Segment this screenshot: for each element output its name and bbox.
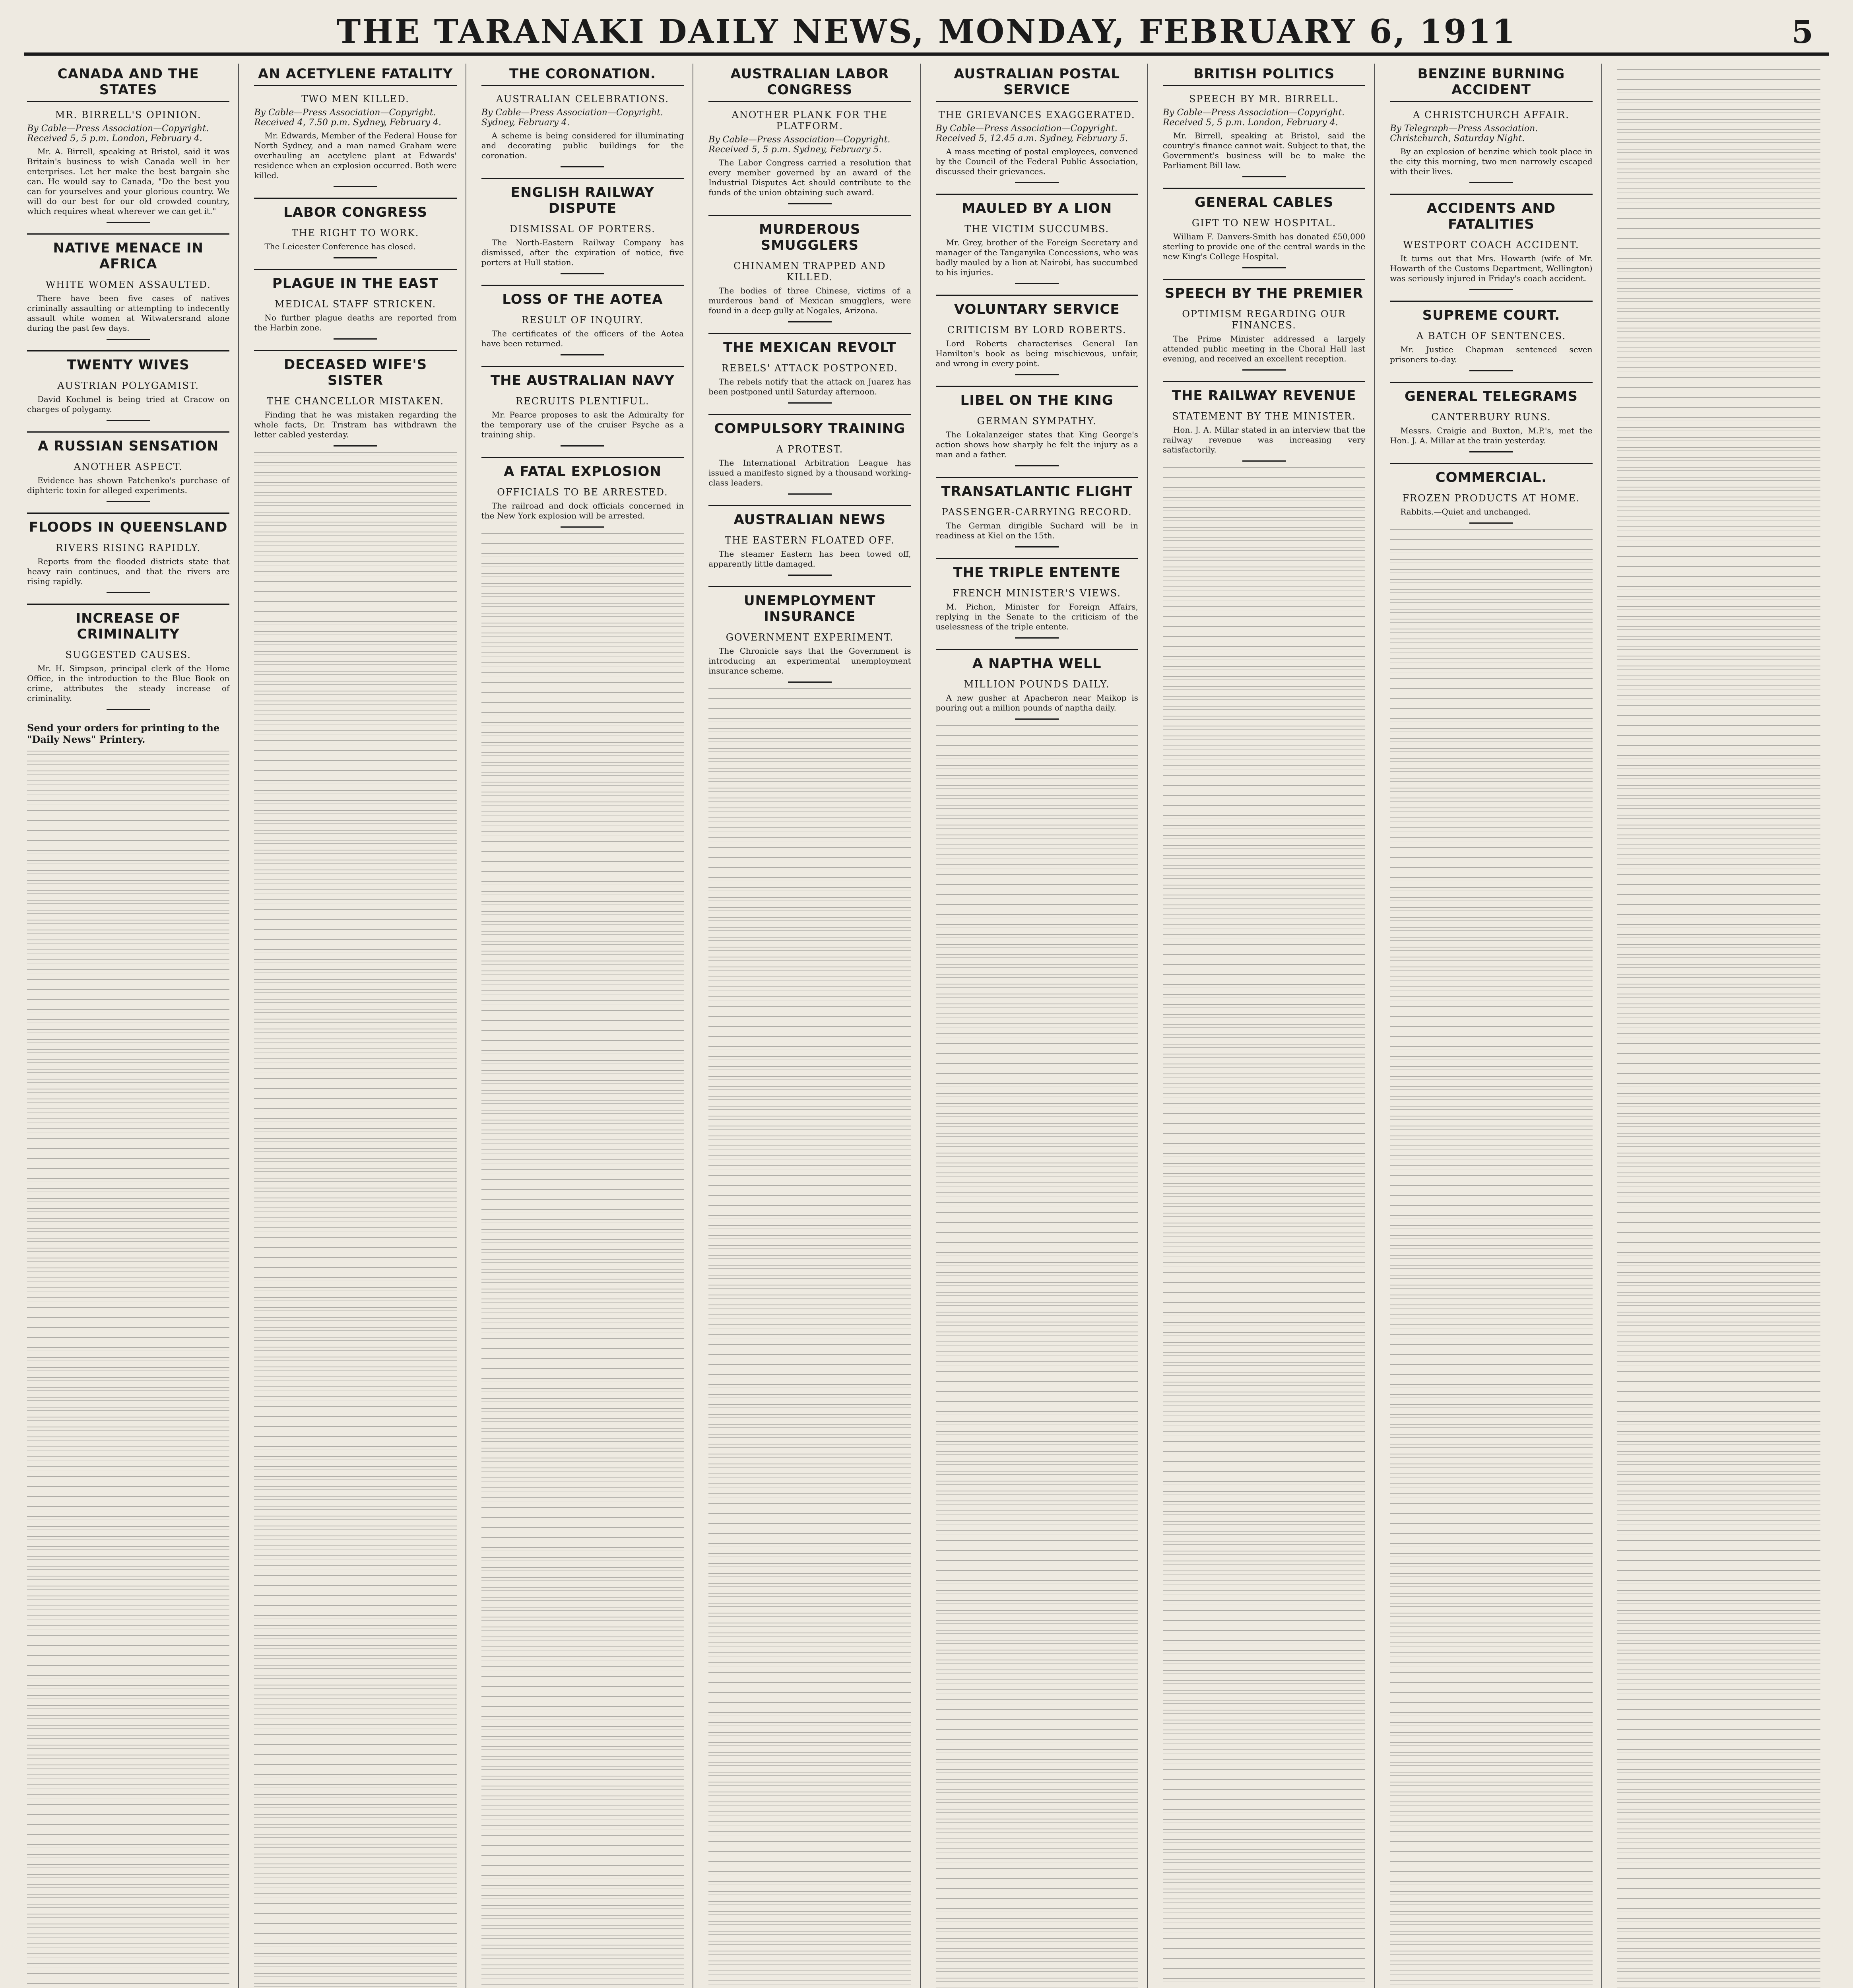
section-body: Lord Roberts characterises General Ian Hamilton's book as being mischievous, unfair, and wrong in every point. — [935, 339, 1138, 368]
section-subhead: WHITE WOMEN ASSAULTED. — [45, 279, 211, 290]
article-body: A mass meeting of postal employees, convened by the Council of the Federal Public Association, discussed their grievances. — [935, 147, 1138, 176]
section-headline: SPEECH BY THE PREMIER — [1163, 279, 1365, 301]
separator-rule — [788, 575, 832, 576]
separator-rule — [1242, 369, 1286, 371]
separator-rule — [107, 420, 150, 421]
body-text-continuation — [1617, 69, 1820, 1988]
section-headline: GENERAL CABLES — [1163, 188, 1365, 210]
separator-rule — [788, 493, 832, 495]
section-headline: A FATAL EXPLOSION — [481, 457, 684, 480]
separator-rule — [107, 222, 150, 223]
newspaper-column — [1160, 64, 1375, 1988]
separator-rule — [788, 203, 832, 204]
column-headline: CANADA AND THE STATES — [27, 64, 229, 102]
section-headline: COMPULSORY TRAINING — [708, 414, 911, 437]
article-dateline: By Cable—Press Association—Copyright. Received 5, 5 p.m. London, February 4. — [1162, 108, 1345, 128]
newspaper-column — [1614, 64, 1829, 1988]
separator-rule — [107, 709, 150, 710]
separator-rule — [1469, 182, 1513, 183]
separator-rule — [561, 273, 604, 274]
newspaper-column — [933, 64, 1148, 1988]
section-headline: TWENTY WIVES — [27, 350, 229, 373]
article-body: Mr. Birrell, speaking at Bristol, said the country's finance cannot wait. Subject to that, the Government's business will be to make the Parliament Bill law. — [1162, 131, 1366, 170]
separator-rule — [107, 339, 150, 340]
article-dateline: By Telegraph—Press Association. Christchurch, Saturday Night. — [1390, 124, 1538, 144]
article-body: Mr. A. Birrell, speaking at Bristol, said it was Britain's business to wish Canada well in her enterprises. Let her make the best bargain she can. He would say to Canada, "Do the best you can for yourselves and your glorious country. We will do our best for our old crowded country, which requires wheat wherever we can get it." — [27, 147, 230, 216]
section-subhead: SUGGESTED CAUSES. — [65, 649, 191, 660]
section-body: The rebels notify that the attack on Juarez has been postponed until Saturday afternoon. — [708, 377, 911, 396]
section-headline: PLAGUE IN THE EAST — [254, 269, 456, 291]
section-body: Reports from the flooded districts state that heavy rain continues, and that the rivers are rising rapidly. — [27, 557, 230, 586]
section-body: The German dirigible Suchard will be in readiness at Kiel on the 15th. — [935, 521, 1138, 540]
section-subhead: MILLION POUNDS DAILY. — [964, 679, 1110, 690]
section-body: Messrs. Craigie and Buxton, M.P.'s, met the Hon. J. A. Millar at the train yesterday. — [1390, 426, 1593, 445]
section-body: Finding that he was mistaken regarding the whole facts, Dr. Tristram has withdrawn the letter cabled yesterday. — [254, 410, 457, 439]
masthead-title: THE TARANAKI DAILY NEWS, MONDAY, FEBRUARY 6, 1911 — [336, 13, 1517, 51]
section-headline: THE RAILWAY REVENUE — [1163, 381, 1365, 404]
section-body: Evidence has shown Patchenko's purchase of diphteric toxin for alleged experiments. — [27, 476, 230, 495]
article-subhead: AUSTRALIAN CELEBRATIONS. — [496, 93, 669, 105]
separator-rule — [334, 338, 377, 340]
separator-rule — [788, 681, 832, 683]
separator-rule — [1242, 460, 1286, 462]
body-text-continuation — [1390, 529, 1592, 1988]
section-headline: FLOODS IN QUEENSLAND — [27, 513, 229, 535]
article-subhead: TWO MEN KILLED. — [301, 93, 409, 105]
section-subhead: A PROTEST. — [776, 444, 844, 455]
newspaper-column — [251, 64, 466, 1988]
section-subhead: ANOTHER ASPECT. — [74, 461, 183, 472]
article-subhead: MR. BIRRELL'S OPINION. — [55, 109, 202, 120]
column-headline: AUSTRALIAN POSTAL SERVICE — [936, 64, 1138, 102]
section-headline: SUPREME COURT. — [1390, 301, 1592, 323]
section-subhead: FROZEN PRODUCTS AT HOME. — [1402, 493, 1580, 504]
section-body: The railroad and dock officials concerned in the New York explosion will be arrested. — [481, 501, 684, 520]
section-headline: GENERAL TELEGRAMS — [1390, 382, 1592, 404]
section-headline: LIBEL ON THE KING — [936, 386, 1138, 408]
section-headline: TRANSATLANTIC FLIGHT — [936, 477, 1138, 499]
section-body: The Lokalanzeiger states that King George's action shows how sharply he felt the injury as a man and a father. — [935, 430, 1138, 459]
section-headline: ENGLISH RAILWAY DISPUTE — [481, 178, 684, 216]
body-text-continuation — [254, 452, 456, 1988]
separator-rule — [561, 166, 604, 167]
section-headline: MURDEROUS SMUGGLERS — [708, 215, 911, 253]
section-subhead: THE EASTERN FLOATED OFF. — [725, 535, 895, 546]
section-subhead: GOVERNMENT EXPERIMENT. — [726, 632, 894, 643]
separator-rule — [107, 592, 150, 593]
section-body: The Leicester Conference has closed. — [264, 242, 416, 251]
separator-rule — [334, 445, 377, 447]
section-subhead: THE CHANCELLOR MISTAKEN. — [267, 396, 444, 407]
separator-rule — [1015, 718, 1059, 720]
separator-rule — [788, 321, 832, 322]
article-subhead: A CHRISTCHURCH AFFAIR. — [1413, 109, 1570, 120]
section-headline: NATIVE MENACE IN AFRICA — [27, 233, 229, 272]
section-subhead: RESULT OF INQUIRY. — [521, 315, 644, 326]
printery-notice: Send your orders for printing to the "Daily News" Printery. — [27, 722, 220, 745]
newspaper-column — [478, 64, 693, 1988]
section-body: It turns out that Mrs. Howarth (wife of Mr. Howarth of the Customs Department, Wellington) was seriously injured in Friday's coach accident. — [1390, 254, 1593, 283]
section-headline: ACCIDENTS AND FATALITIES — [1390, 194, 1592, 232]
body-text-continuation — [708, 688, 911, 1988]
section-headline: INCREASE OF CRIMINALITY — [27, 604, 229, 642]
section-headline: VOLUNTARY SERVICE — [936, 295, 1138, 317]
section-subhead: OPTIMISM REGARDING OUR FINANCES. — [1182, 309, 1346, 331]
section-body: William F. Danvers-Smith has donated £50,000 sterling to provide one of the central wards in the new King's College Hospital. — [1162, 232, 1366, 261]
section-body: A new gusher at Apacheron near Maikop is pouring out a million pounds of naptha daily. — [935, 693, 1138, 712]
separator-rule — [1015, 546, 1059, 547]
section-subhead: PASSENGER-CARRYING RECORD. — [941, 507, 1132, 518]
separator-rule — [1469, 451, 1513, 452]
section-subhead: OFFICIALS TO BE ARRESTED. — [497, 487, 668, 498]
section-body: The certificates of the officers of the Aotea have been returned. — [481, 329, 684, 348]
separator-rule — [561, 445, 604, 447]
section-headline: LABOR CONGRESS — [254, 198, 456, 220]
article-dateline: By Cable—Press Association—Copyright. Received 4, 7.50 p.m. Sydney, February 4. — [254, 108, 441, 128]
body-text-continuation — [27, 751, 229, 1988]
separator-rule — [1015, 465, 1059, 466]
section-body: The North-Eastern Railway Company has dismissed, after the expiration of notice, five porters at Hull station. — [481, 238, 684, 267]
column-headline: BENZINE BURNING ACCIDENT — [1390, 64, 1592, 102]
section-body: Mr. Grey, brother of the Foreign Secretary and manager of the Tanganyika Concessions, who was badly mauled by a lion at Nairobi, has succumbed to his injuries. — [935, 238, 1138, 277]
section-subhead: REBELS' ATTACK POSTPONED. — [721, 363, 898, 374]
section-headline: A NAPTHA WELL — [936, 649, 1138, 672]
separator-rule — [334, 257, 377, 258]
section-subhead: THE RIGHT TO WORK. — [291, 227, 419, 239]
section-subhead: CHINAMEN TRAPPED AND KILLED. — [733, 260, 886, 283]
separator-rule — [334, 186, 377, 187]
section-headline: A RUSSIAN SENSATION — [27, 431, 229, 454]
newspaper-column — [24, 64, 239, 1988]
section-body: The bodies of three Chinese, victims of a murderous band of Mexican smugglers, were found in a deep gully at Nogales, Arizona. — [708, 286, 911, 315]
section-body: Rabbits.—Quiet and unchanged. — [1400, 507, 1531, 516]
section-subhead: FRENCH MINISTER'S VIEWS. — [953, 588, 1121, 599]
section-headline: THE MEXICAN REVOLT — [708, 333, 911, 355]
body-text-continuation — [936, 725, 1138, 1988]
section-body: There have been five cases of natives criminally assaulting or attempting to indecently assault white women at Witwatersrand alone during the past few days. — [27, 293, 230, 333]
separator-rule — [561, 354, 604, 355]
section-subhead: GIFT TO NEW HOSPITAL. — [1191, 217, 1337, 229]
article-dateline: By Cable—Press Association—Copyright. Received 5, 12.45 a.m. Sydney, February 5. — [935, 124, 1128, 144]
section-subhead: RIVERS RISING RAPIDLY. — [56, 542, 201, 553]
article-dateline: By Cable—Press Association—Copyright. Received 5, 5 p.m. London, February 4. — [27, 124, 209, 144]
section-headline: UNEMPLOYMENT INSURANCE — [708, 586, 911, 625]
article-subhead: THE GRIEVANCES EXAGGERATED. — [938, 109, 1135, 120]
section-headline: COMMERCIAL. — [1390, 463, 1592, 485]
section-body: Mr. H. Simpson, principal clerk of the Home Office, in the introduction to the Blue Book on crime, attributes the steady increase of criminality. — [27, 664, 230, 703]
section-body: Mr. Pearce proposes to ask the Admiralty for the temporary use of the cruiser Psyche as a training ship. — [481, 410, 684, 439]
page-number: 5 — [1791, 14, 1813, 50]
column-grid — [24, 64, 1829, 1988]
section-headline: DECEASED WIFE'S SISTER — [254, 350, 456, 388]
separator-rule — [1015, 283, 1059, 284]
separator-rule — [1469, 289, 1513, 290]
article-dateline: By Cable—Press Association—Copyright. Sydney, February 4. — [481, 108, 664, 128]
section-headline: AUSTRALIAN NEWS — [708, 505, 911, 528]
section-subhead: AUSTRIAN POLYGAMIST. — [57, 380, 200, 391]
body-text-continuation — [1163, 467, 1365, 1988]
separator-rule — [107, 501, 150, 502]
separator-rule — [1469, 370, 1513, 371]
separator-rule — [561, 526, 604, 528]
separator-rule — [1242, 176, 1286, 177]
section-subhead: WESTPORT COACH ACCIDENT. — [1403, 239, 1579, 250]
section-body: Hon. J. A. Millar stated in an interview that the railway revenue was increasing very satisfactorily. — [1162, 425, 1366, 454]
section-body: David Kochmel is being tried at Cracow on charges of polygamy. — [27, 394, 230, 414]
section-body: The Prime Minister addressed a largely attended public meeting in the Choral Hall last evening, and received an excellent reception. — [1162, 334, 1366, 363]
section-subhead: MEDICAL STAFF STRICKEN. — [274, 299, 437, 310]
article-body: Mr. Edwards, Member of the Federal House for North Sydney, and a man named Graham were overhauling an acetylene plant at Edwards' residence when an explosion occurred. Both were killed. — [254, 131, 457, 180]
column-headline: AN ACETYLENE FATALITY — [254, 64, 456, 86]
article-body: The Labor Congress carried a resolution that every member governed by an award of the Industrial Disputes Act should contribute to the funds of the union obtaining such award. — [708, 158, 911, 197]
separator-rule — [1242, 267, 1286, 268]
section-subhead: CRITICISM BY LORD ROBERTS. — [947, 324, 1127, 336]
section-subhead: STATEMENT BY THE MINISTER. — [1172, 411, 1356, 422]
section-subhead: DISMISSAL OF PORTERS. — [510, 223, 656, 235]
body-text-continuation — [481, 533, 684, 1988]
article-dateline: By Cable—Press Association—Copyright. Received 5, 5 p.m. Sydney, February 5. — [708, 135, 891, 155]
section-subhead: THE VICTIM SUCCUMBS. — [964, 223, 1110, 235]
article-subhead: SPEECH BY MR. BIRRELL. — [1189, 93, 1339, 105]
section-headline: LOSS OF THE AOTEA — [481, 285, 684, 307]
separator-rule — [1469, 522, 1513, 524]
separator-rule — [788, 402, 832, 404]
column-headline: BRITISH POLITICS — [1163, 64, 1365, 86]
section-body: The Chronicle says that the Government is introducing an experimental unemployment insurance scheme. — [708, 646, 911, 676]
newspaper-column — [1387, 64, 1602, 1988]
section-body: No further plague deaths are reported from the Harbin zone. — [254, 313, 457, 332]
newspaper-column — [705, 64, 920, 1988]
section-subhead: GERMAN SYMPATHY. — [977, 415, 1097, 427]
separator-rule — [1015, 374, 1059, 375]
article-body: A scheme is being considered for illuminating and decorating public buildings for the coronation. — [481, 131, 684, 160]
section-subhead: CANTERBURY RUNS. — [1431, 412, 1551, 423]
section-body: The International Arbitration League has issued a manifesto signed by a thousand working-class leaders. — [708, 458, 911, 487]
masthead — [24, 9, 1829, 56]
section-headline: MAULED BY A LION — [936, 194, 1138, 216]
section-body: Mr. Justice Chapman sentenced seven prisoners to-day. — [1390, 345, 1593, 364]
section-headline: THE AUSTRALIAN NAVY — [481, 366, 684, 388]
separator-rule — [1015, 637, 1059, 639]
section-subhead: A BATCH OF SENTENCES. — [1416, 330, 1566, 342]
section-body: M. Pichon, Minister for Foreign Affairs, replying in the Senate to the criticism of the uselessness of the triple entente. — [935, 602, 1138, 631]
section-headline: THE TRIPLE ENTENTE — [936, 558, 1138, 580]
column-headline: THE CORONATION. — [481, 64, 684, 86]
article-body: By an explosion of benzine which took place in the city this morning, two men narrowly escaped with their lives. — [1390, 147, 1593, 176]
column-headline: AUSTRALIAN LABOR CONGRESS — [708, 64, 911, 102]
section-subhead: RECRUITS PLENTIFUL. — [516, 396, 650, 407]
separator-rule — [1015, 182, 1059, 183]
article-subhead: ANOTHER PLANK FOR THE PLATFORM. — [731, 109, 888, 132]
section-body: The steamer Eastern has been towed off, apparently little damaged. — [708, 549, 911, 569]
